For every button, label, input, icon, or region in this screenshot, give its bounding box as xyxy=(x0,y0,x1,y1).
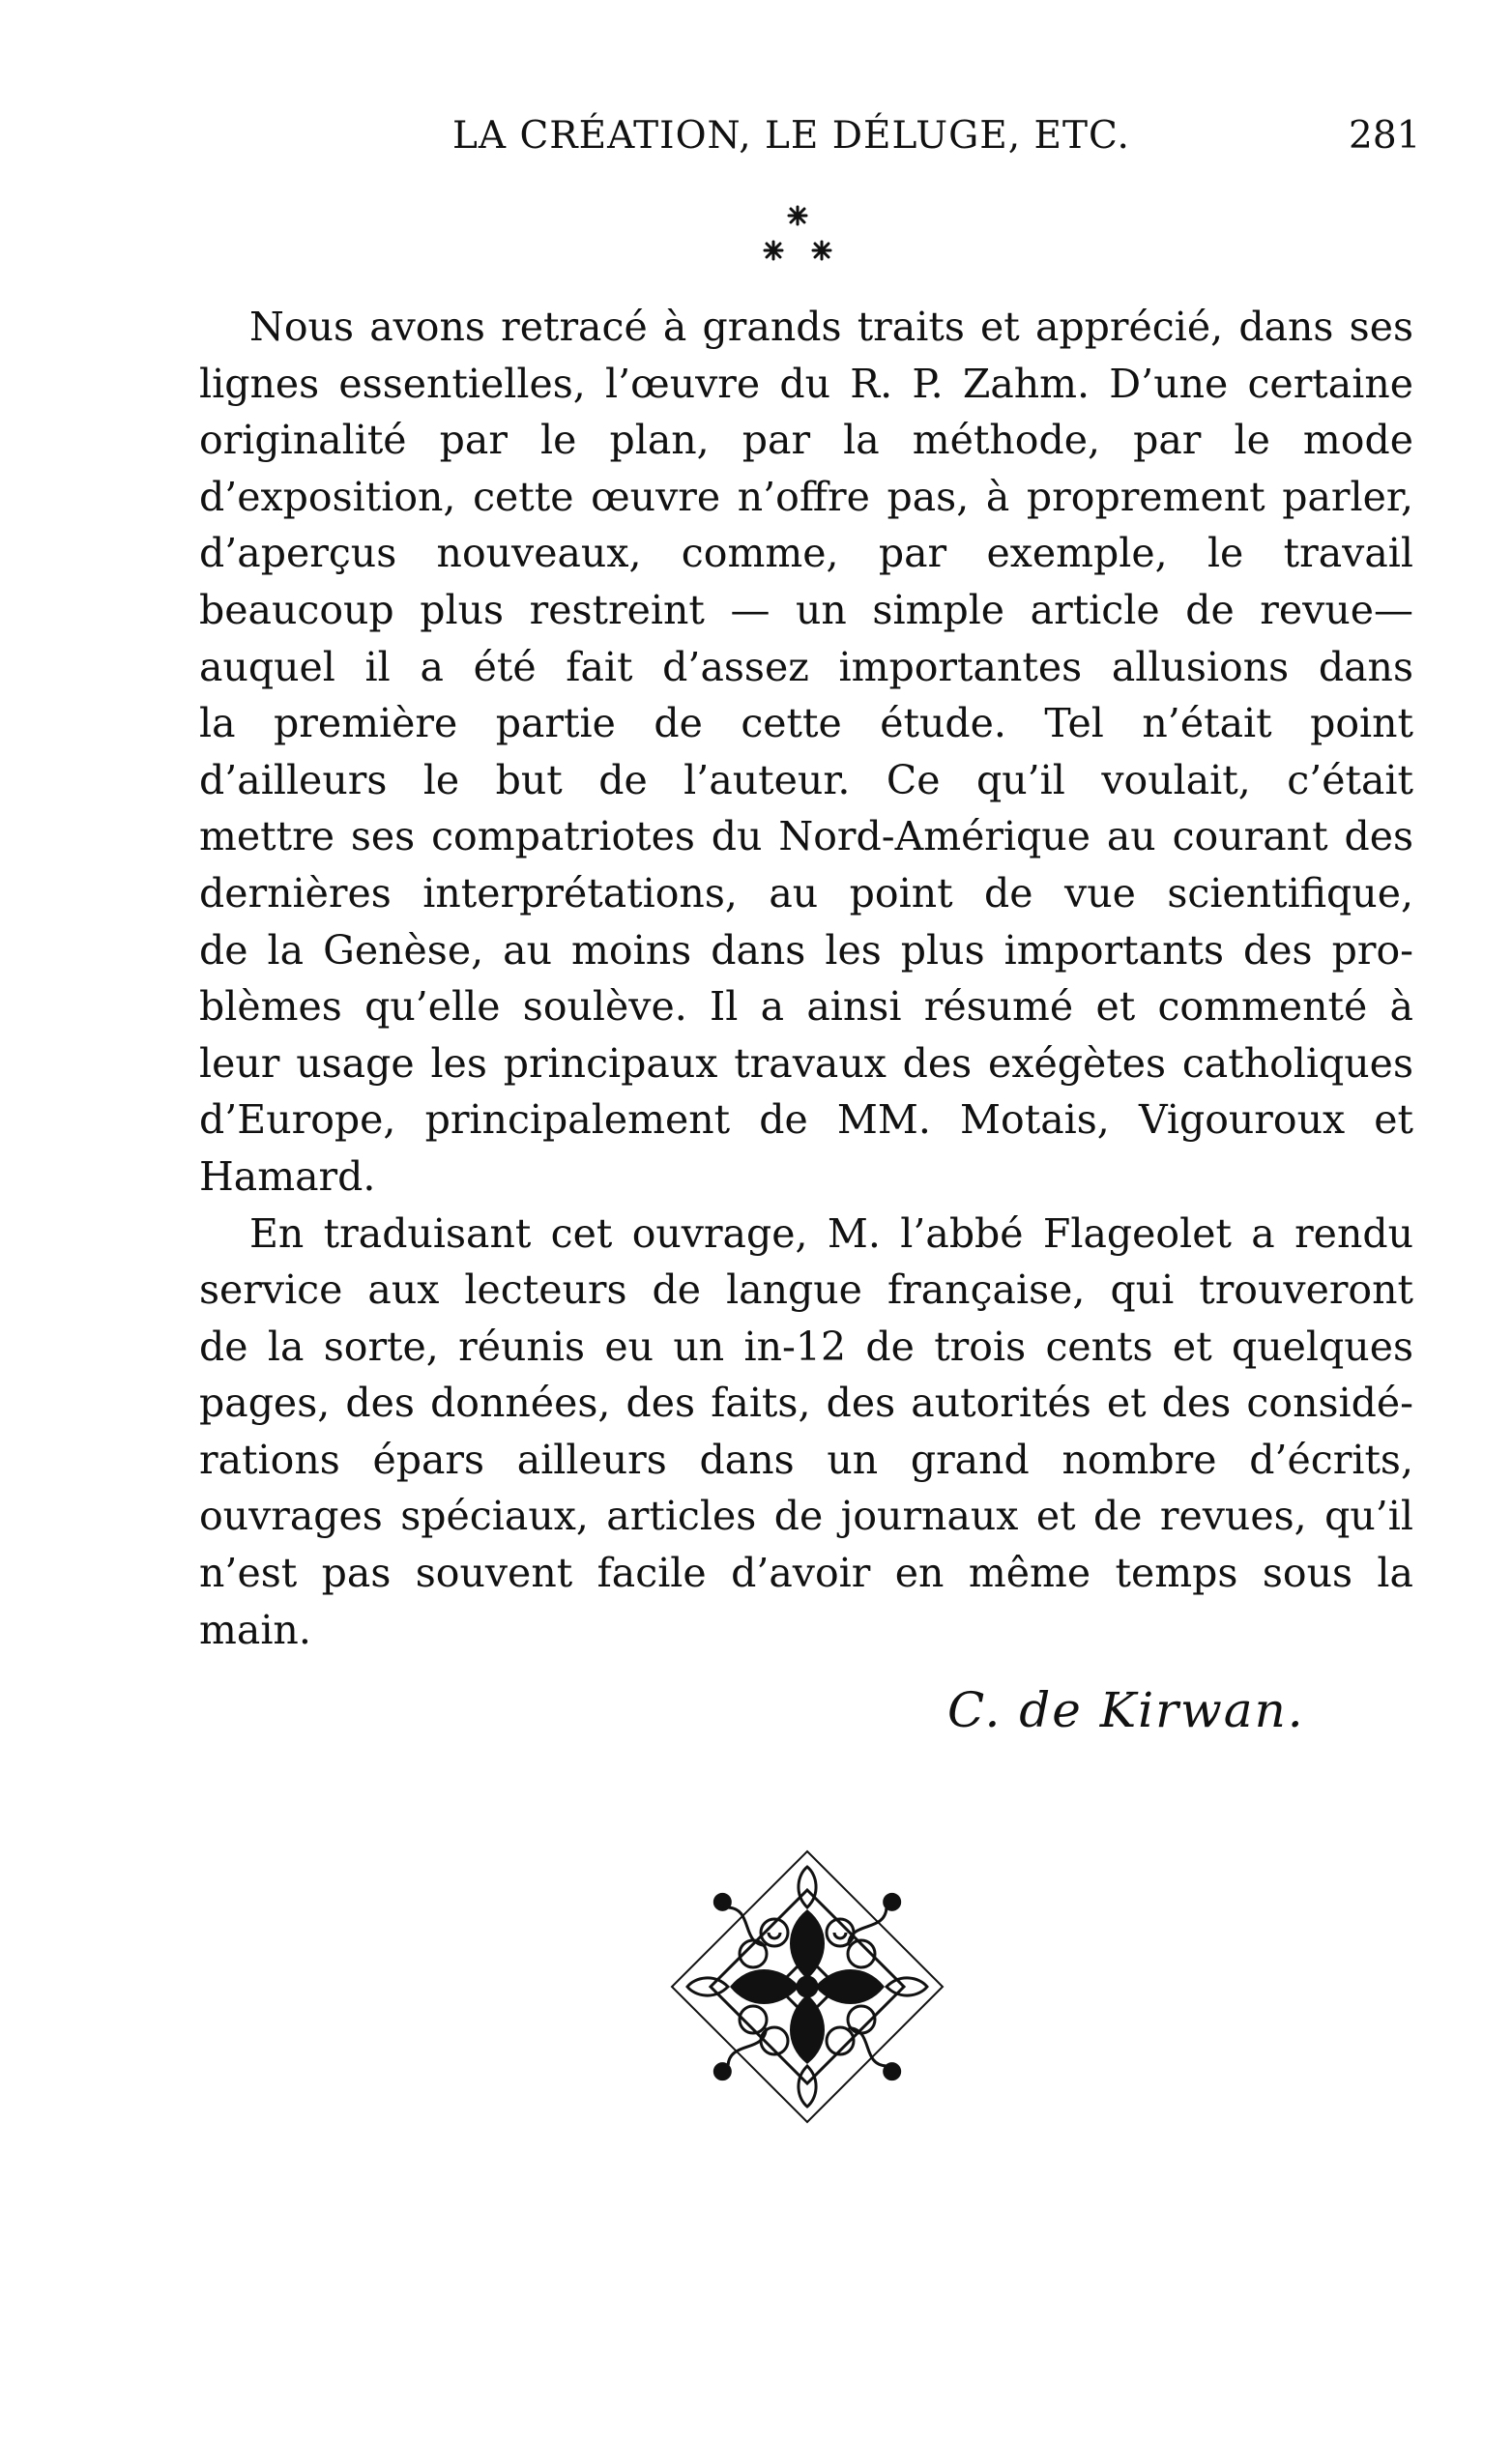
text-line: d’Europe, principalement de MM. Motais, Vigouroux et xyxy=(199,1096,1413,1144)
page-number: 281 xyxy=(1349,114,1421,158)
text-line: d’ailleurs le but de l’auteur. Ce qu’il voulait, c’était xyxy=(199,756,1413,803)
text-line: main. xyxy=(199,1606,311,1653)
text-line: d’aperçus nouveaux, comme, par exemple, le travail xyxy=(199,530,1413,577)
text-line: pages, des données, des faits, des autorités et des considé- xyxy=(199,1380,1413,1427)
text-line: d’exposition, cette œuvre n’offre pas, à proprement parler, xyxy=(199,473,1413,520)
text-line: Nous avons retracé à grands traits et apprécié, dans ses xyxy=(249,304,1413,350)
text-line: En traduisant cet ouvrage, M. l’abbé Flageolet a rendu xyxy=(249,1209,1413,1257)
text-line: auquel il a été fait d’assez importantes allusions dans xyxy=(199,643,1413,690)
text-line: rations épars ailleurs dans un grand nombre d’écrits, xyxy=(199,1436,1413,1483)
text-line: la première partie de cette étude. Tel n’était point xyxy=(199,700,1413,747)
text-line: mettre ses compatriotes du Nord-Amérique au courant des xyxy=(199,813,1413,860)
paragraph-2 xyxy=(199,1206,1413,1659)
body-text xyxy=(199,299,1413,1658)
floral-ornament-icon xyxy=(657,1842,957,2132)
paragraph-1 xyxy=(199,299,1413,1206)
text-line: lignes essentielles, l’œuvre du R. P. Zahm. D’une certaine xyxy=(199,360,1413,407)
text-line: leur usage les principaux travaux des exégètes catholiques xyxy=(199,1039,1413,1087)
asterism-icon xyxy=(744,198,851,276)
text-line: de la sorte, réunis eu un in-12 de trois cents et quelques xyxy=(199,1323,1413,1370)
text-line: de la Genèse, au moins dans les plus importants des pro- xyxy=(199,926,1413,974)
text-line: blèmes qu’elle soulève. Il a ainsi résumé et commenté à xyxy=(199,983,1413,1031)
text-line: Hamard. xyxy=(199,1152,376,1200)
text-line: service aux lecteurs de langue française, qui trouveront xyxy=(199,1266,1413,1314)
signature: C. de Kirwan. xyxy=(947,1682,1305,1738)
text-line: ouvrages spéciaux, articles de journaux et de revues, qu’il xyxy=(199,1493,1413,1540)
text-line: beaucoup plus restreint — un simple article de revue— xyxy=(199,586,1413,633)
text-line: n’est pas souvent facile d’avoir en même temps sous la xyxy=(199,1550,1413,1597)
running-head: LA CRÉATION, LE DÉLUGE, ETC. xyxy=(452,114,1130,158)
text-line: originalité par le plan, par la méthode, par le mode xyxy=(199,417,1413,464)
text-line: dernières interprétations, au point de vue scientifique, xyxy=(199,869,1413,916)
